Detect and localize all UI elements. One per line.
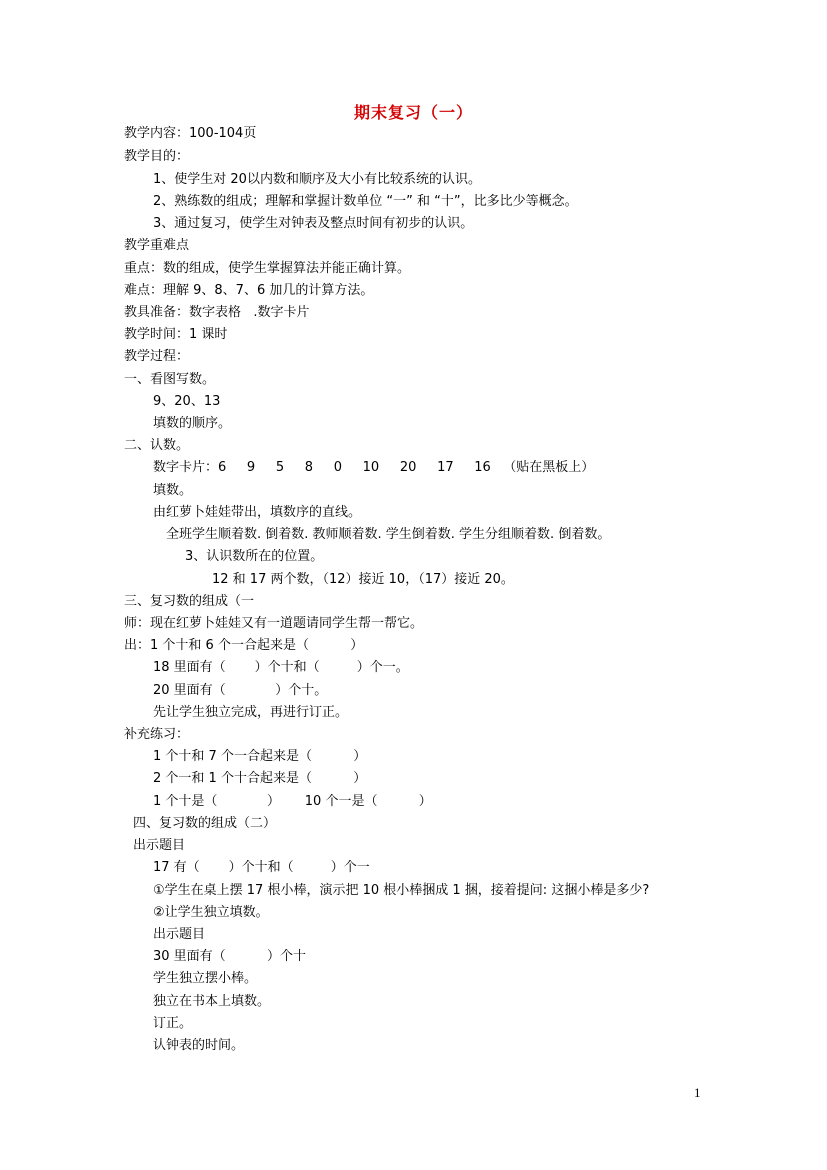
text-line: 一、看图写数。: [124, 372, 216, 387]
text-line: 出：1 个十和 6 个一合起来是（ ）: [124, 638, 364, 653]
text-line: 全班学生顺着数. 倒着数. 教师顺着数. 学生倒着数. 学生分组顺着数. 倒着数。: [166, 527, 611, 542]
text-line: 重点：数的组成，使学生掌握算法并能正确计算。: [124, 261, 411, 276]
text-line: 由红萝卜娃娃带出，填数序的直线。: [153, 505, 362, 520]
text-line: 1 个十是（ ） 10 个一是（ ）: [153, 794, 432, 809]
text-line: 订正。: [153, 1016, 193, 1031]
text-line: 师：现在红萝卜娃娃又有一道题请同学生帮一帮它。: [124, 616, 424, 631]
text-line: 17 有（ ）个十和（ ）个一: [153, 860, 370, 875]
text-line: 教学重难点: [124, 238, 190, 253]
text-line: 补充练习：: [124, 727, 190, 742]
text-line: 难点：理解 9、8、7、6 加几的计算方法。: [124, 283, 374, 298]
text-line: 1、使学生对 20以内数和顺序及大小有比较系统的认识。: [153, 172, 481, 187]
text-line: 填数的顺序。: [153, 416, 232, 431]
text-line: 四、复习数的组成（二）: [133, 816, 277, 831]
text-line: 先让学生独立完成，再进行订正。: [153, 705, 349, 720]
text-line: 18 里面有（ ）个十和（ ）个一。: [153, 660, 409, 675]
text-line: 30 里面有（ ）个十: [153, 949, 306, 964]
text-line: 教具准备：数字表格 .数字卡片: [124, 305, 310, 320]
text-line: 出示题目: [153, 927, 206, 942]
text-line: 数字卡片：6 9 5 8 0 10 20 17 16 （贴在黑板上）: [153, 460, 595, 475]
text-line: 认钟表的时间。: [153, 1038, 245, 1053]
text-line: ②让学生独立填数。: [153, 905, 269, 920]
text-line: 出示题目: [133, 838, 186, 853]
page-number: 1: [694, 1085, 701, 1100]
text-line: 填数。: [153, 483, 193, 498]
text-line: ①学生在桌上摆 17 根小棒，演示把 10 根小棒捆成 1 捆，接着提问: 这捆小棒是多少?: [153, 883, 650, 898]
text-line: 2 个一和 1 个十合起来是（ ）: [153, 771, 367, 786]
text-line: 12 和 17 两个数，（12）接近 10，（17）接近 20。: [212, 572, 514, 587]
text-line: 教学时间：1 课时: [124, 327, 228, 342]
text-line: 3、通过复习，使学生对钟表及整点时间有初步的认识。: [153, 216, 474, 231]
text-line: 2、熟练数的组成；理解和掌握计数单位 “一” 和 “十”，比多比少等概念。: [153, 194, 578, 209]
text-line: 教学过程：: [124, 349, 190, 364]
text-line: 3、认识数所在的位置。: [185, 549, 324, 564]
text-line: 20 里面有（ ）个十。: [153, 683, 328, 698]
text-line: 独立在书本上填数。: [153, 994, 271, 1009]
text-line: 教学内容：100-104页: [124, 126, 257, 141]
document-title: 期末复习（一）: [353, 103, 473, 122]
text-line: 学生独立摆小棒。: [153, 971, 258, 986]
text-line: 二、认数。: [124, 438, 190, 453]
text-line: 1 个十和 7 个一合起来是（ ）: [153, 749, 367, 764]
text-line: 9、20、13: [153, 394, 221, 409]
text-line: 教学目的：: [124, 149, 190, 164]
text-line: 三、复习数的组成（一: [124, 594, 255, 609]
